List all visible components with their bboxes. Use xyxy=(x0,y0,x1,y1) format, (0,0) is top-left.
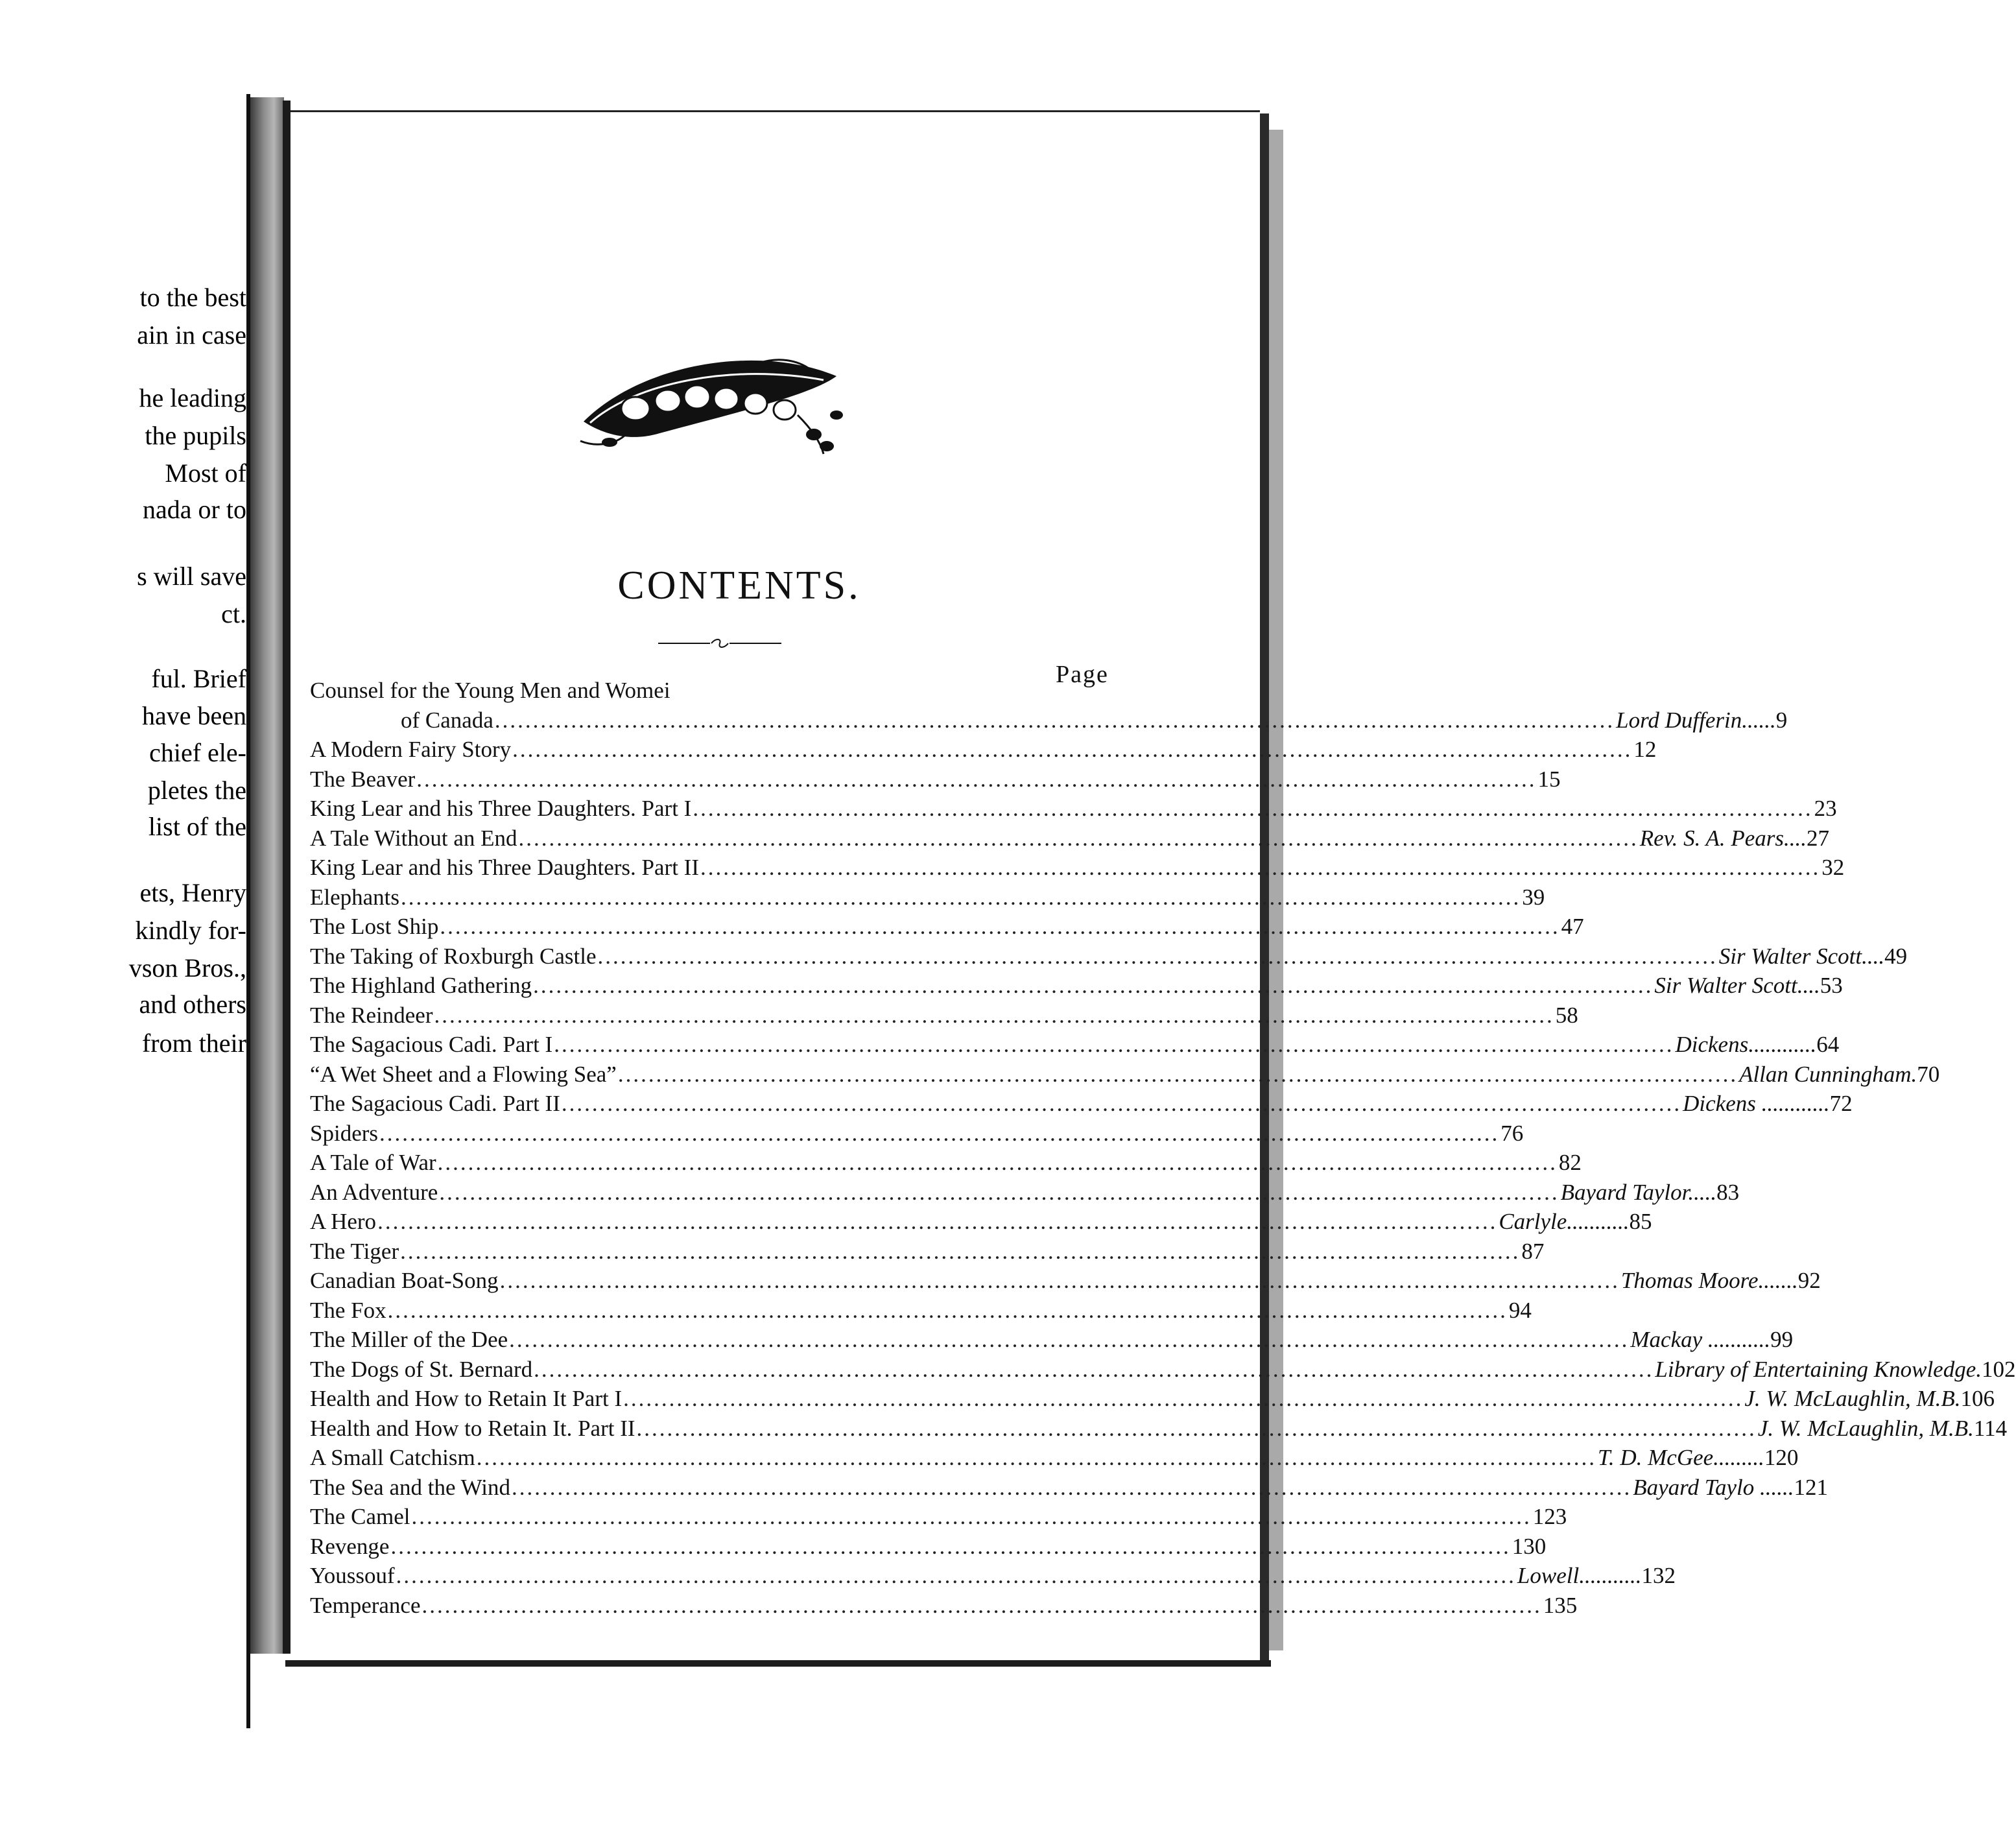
toc-entry-page: 9 xyxy=(1775,707,1788,733)
toc-entry-author: T. D. McGee......... xyxy=(1597,1445,1764,1470)
previous-page-line: chief ele- xyxy=(149,738,246,767)
toc-entry xyxy=(310,1443,1799,1473)
previous-page-line: and others xyxy=(139,990,246,1019)
toc-entry xyxy=(310,942,1908,971)
toc-entry-author: Rev. S. A. Pears.... xyxy=(1639,825,1807,851)
dot-leader: ................................................................................................................................................... xyxy=(379,1120,1500,1146)
toc-entry-author: J. W. McLaughlin, M.B. xyxy=(1757,1415,1974,1441)
page-bottom-edge xyxy=(285,1660,1271,1667)
toc-entry-title: Revenge xyxy=(310,1533,390,1559)
dot-leader: ................................................................................................................................................... xyxy=(597,943,1718,969)
gutter-shadow xyxy=(283,101,291,1654)
toc-entry-page: 64 xyxy=(1816,1032,1840,1057)
toc-entry xyxy=(310,706,1788,735)
dot-leader: ................................................................................................................................................... xyxy=(434,1002,1554,1028)
toc-entry-page: 87 xyxy=(1521,1238,1545,1264)
dot-leader: ................................................................................................................................................... xyxy=(411,1504,1532,1529)
previous-page-line: list of the xyxy=(148,812,246,841)
dot-leader: ................................................................................................................................................... xyxy=(636,1415,1757,1441)
toc-entry xyxy=(310,735,1657,765)
toc-entry-title: The Fox xyxy=(310,1297,386,1323)
previous-page-line: nada or to xyxy=(143,495,246,524)
toc-entry-author: Lord Dufferin...... xyxy=(1616,707,1776,733)
dot-leader: ................................................................................................................................................... xyxy=(511,1474,1632,1500)
toc-entry xyxy=(310,1355,2016,1385)
toc-entry-page: 121 xyxy=(1794,1474,1828,1500)
toc-entry-title: Health and How to Retain It. Part II xyxy=(310,1415,635,1441)
toc-entry-page: 76 xyxy=(1500,1120,1524,1146)
previous-page-line: kindly for- xyxy=(135,916,246,945)
toc-entry-page: 94 xyxy=(1508,1297,1532,1323)
toc-entry-title: of Canada xyxy=(401,707,493,733)
previous-page-line: vson Bros., xyxy=(128,953,246,982)
dot-leader: ................................................................................................................................................... xyxy=(617,1061,1738,1087)
toc-entry-author: Mackay ........... xyxy=(1630,1327,1771,1352)
toc-entry xyxy=(310,1384,1995,1414)
toc-entry-page: 99 xyxy=(1770,1327,1794,1352)
toc-entry-title: The Reindeer xyxy=(310,1002,433,1028)
toc-entry-author: Sir Walter Scott.... xyxy=(1718,943,1885,969)
toc-entry-page: 15 xyxy=(1537,766,1561,792)
toc-entry-page: 12 xyxy=(1633,737,1657,762)
toc-entry-title: Counsel for the Young Men and Womei xyxy=(310,678,670,703)
toc-entry xyxy=(310,765,1561,794)
toc-entry xyxy=(310,853,1845,883)
toc-entry-author: Dickens............ xyxy=(1675,1032,1817,1057)
dot-leader: ................................................................................................................................................... xyxy=(390,1533,1511,1559)
toc-entry-page: 102 xyxy=(1982,1356,2016,1382)
toc-entry xyxy=(310,1296,1532,1326)
dot-leader: ................................................................................................................................................... xyxy=(561,1091,1682,1116)
toc-entry-title: Elephants xyxy=(310,884,400,910)
toc-entry-page: 132 xyxy=(1641,1563,1676,1588)
toc-entry-author: Sir Walter Scott.... xyxy=(1654,973,1820,998)
previous-page-line: ets, Henry xyxy=(139,878,246,907)
toc-entry-page: 106 xyxy=(1960,1386,1995,1411)
toc-entry xyxy=(310,1207,1652,1237)
toc-entry-page: 53 xyxy=(1820,973,1843,998)
previous-page-line: have been xyxy=(141,701,246,730)
previous-page xyxy=(0,94,250,1728)
ornamental-rule-icon xyxy=(658,636,781,651)
toc-entry-title: A Tale of War xyxy=(310,1150,436,1175)
dot-leader: ................................................................................................................................................... xyxy=(396,1563,1516,1588)
toc-entry-title: Canadian Boat-Song xyxy=(310,1268,499,1293)
toc-entry-page: 72 xyxy=(1829,1091,1853,1116)
toc-entry-title: The Sagacious Cadi. Part I xyxy=(310,1032,553,1057)
toc-entry-page: 39 xyxy=(1522,884,1545,910)
dot-leader: ................................................................................................................................................... xyxy=(518,825,1639,851)
toc-entry xyxy=(310,1266,1821,1296)
toc-entry-title: Spiders xyxy=(310,1120,378,1146)
toc-entry-author: Lowell........... xyxy=(1517,1563,1642,1588)
toc-entry-title: The Tiger xyxy=(310,1238,399,1264)
toc-entry xyxy=(310,1001,1578,1030)
previous-page-line: ain in case xyxy=(137,320,246,350)
previous-page-line: s will save xyxy=(137,562,246,591)
toc-entry xyxy=(310,794,1837,824)
toc-entry-title: King Lear and his Three Daughters. Part I xyxy=(310,796,692,821)
previous-page-line: he leading xyxy=(139,383,246,412)
toc-entry xyxy=(310,1178,1740,1208)
page-column-header: Page xyxy=(1056,661,1109,688)
dot-leader: ................................................................................................................................................... xyxy=(554,1032,1674,1057)
dot-leader: ................................................................................................................................................... xyxy=(700,855,1821,880)
dot-leader: ................................................................................................................................................... xyxy=(377,1209,1498,1234)
floral-ornament-icon xyxy=(564,337,888,460)
toc-entry-title: The Beaver xyxy=(310,766,416,792)
dot-leader: ................................................................................................................................................... xyxy=(416,766,1537,792)
toc-entry-page: 83 xyxy=(1716,1179,1740,1205)
dot-leader: ................................................................................................................................................... xyxy=(440,914,1560,939)
dot-leader: ................................................................................................................................................... xyxy=(387,1297,1508,1323)
toc-entry-author: Bayard Taylo ...... xyxy=(1633,1474,1794,1500)
previous-page-line: pletes the xyxy=(147,776,246,805)
toc-entry-title: An Adventure xyxy=(310,1179,438,1205)
toc-entry-title: “A Wet Sheet and a Flowing Sea” xyxy=(310,1061,617,1087)
toc-entry xyxy=(310,1325,1794,1355)
toc-entry-page: 123 xyxy=(1532,1504,1567,1529)
toc-entry-title: Youssouf xyxy=(310,1563,395,1588)
toc-entry xyxy=(310,912,1584,942)
toc-entry-title: A Small Catchism xyxy=(310,1445,475,1470)
toc-entry-page: 135 xyxy=(1543,1592,1578,1618)
toc-entry xyxy=(310,1561,1676,1591)
toc-entry-page: 130 xyxy=(1512,1533,1547,1559)
dot-leader: ................................................................................................................................................... xyxy=(401,884,1521,910)
toc-entry-page: 82 xyxy=(1558,1150,1582,1175)
toc-entry-page: 92 xyxy=(1797,1268,1821,1293)
dot-leader: ................................................................................................................................................... xyxy=(533,973,1654,998)
previous-page-line: the pupils xyxy=(145,421,246,450)
previous-page-line: to the best xyxy=(139,283,246,312)
dot-leader: ................................................................................................................................................... xyxy=(400,1238,1521,1264)
toc-entry-author: Thomas Moore....... xyxy=(1620,1268,1798,1293)
toc-entry-page: 85 xyxy=(1629,1209,1652,1234)
toc-entry-author: Carlyle........... xyxy=(1499,1209,1630,1234)
dot-leader: ................................................................................................................................................... xyxy=(439,1179,1559,1205)
dot-leader: ................................................................................................................................................... xyxy=(512,737,1633,762)
toc-entry xyxy=(310,1532,1547,1562)
book-gutter xyxy=(250,97,284,1654)
toc-entry-title: The Dogs of St. Bernard xyxy=(310,1356,533,1382)
toc-entry-author: Allan Cunningham. xyxy=(1739,1061,1917,1087)
toc-entry-title: King Lear and his Three Daughters. Part II xyxy=(310,855,699,880)
previous-page-line: ful. Brief xyxy=(151,664,246,693)
toc-entry-title: A Hero xyxy=(310,1209,377,1234)
toc-entry xyxy=(310,1502,1567,1532)
toc-entry xyxy=(310,1089,1853,1119)
dot-leader: ................................................................................................................................................... xyxy=(437,1150,1558,1175)
toc-entry-title: The Sea and the Wind xyxy=(310,1474,510,1500)
toc-entry xyxy=(310,883,1545,912)
toc-entry xyxy=(310,1591,1578,1621)
toc-entry-title: The Sagacious Cadi. Part II xyxy=(310,1091,560,1116)
contents-heading: CONTENTS. xyxy=(617,564,861,608)
toc-entry-title: The Lost Ship xyxy=(310,914,439,939)
toc-entry xyxy=(310,1414,2008,1444)
previous-page-line: Most of xyxy=(165,458,246,488)
dot-leader: ................................................................................................................................................... xyxy=(623,1386,1744,1411)
dot-leader: ................................................................................................................................................... xyxy=(499,1268,1620,1293)
toc-entry xyxy=(310,971,1843,1001)
toc-entry-title: A Tale Without an End xyxy=(310,825,517,851)
toc-entry xyxy=(310,1119,1524,1149)
toc-entry-title: A Modern Fairy Story xyxy=(310,737,512,762)
toc-entry-page: 49 xyxy=(1884,943,1908,969)
dot-leader: ................................................................................................................................................... xyxy=(509,1327,1630,1352)
toc-entry xyxy=(310,1148,1582,1178)
previous-page-line: from their xyxy=(141,1029,246,1058)
toc-entry-page: 32 xyxy=(1821,855,1845,880)
dot-leader: ................................................................................................................................................... xyxy=(494,707,1615,733)
toc-entry-author: J. W. McLaughlin, M.B. xyxy=(1744,1386,1961,1411)
toc-entry-title: The Taking of Roxburgh Castle xyxy=(310,943,597,969)
toc-entry xyxy=(310,1237,1545,1267)
table-of-contents xyxy=(310,676,2016,1620)
toc-entry xyxy=(310,1473,1828,1503)
dot-leader: ................................................................................................................................................... xyxy=(476,1445,1596,1470)
toc-entry xyxy=(310,676,1127,706)
toc-entry xyxy=(310,1060,1940,1089)
toc-entry xyxy=(310,1030,1840,1060)
toc-entry-title: The Camel xyxy=(310,1504,410,1529)
toc-entry-title: Temperance xyxy=(310,1592,421,1618)
toc-entry-page: 58 xyxy=(1555,1002,1578,1028)
toc-entry-page: 47 xyxy=(1561,914,1584,939)
previous-page-line: ct. xyxy=(221,599,246,628)
toc-entry-page: 23 xyxy=(1814,796,1837,821)
toc-entry-page: 27 xyxy=(1807,825,1830,851)
toc-entry xyxy=(310,824,1830,853)
toc-entry-title: Health and How to Retain It Part I xyxy=(310,1386,623,1411)
toc-entry-title: The Miller of the Dee xyxy=(310,1327,508,1352)
dot-leader: ................................................................................................................................................... xyxy=(693,796,1813,821)
toc-entry-page: 70 xyxy=(1917,1061,1940,1087)
dot-leader: ................................................................................................................................................... xyxy=(534,1356,1654,1382)
toc-entry-title: The Highland Gathering xyxy=(310,973,532,998)
toc-entry-author: Dickens ............ xyxy=(1683,1091,1830,1116)
dot-leader: ................................................................................................................................................... xyxy=(421,1592,1542,1618)
toc-entry-author: Library of Entertaining Knowledge. xyxy=(1655,1356,1982,1382)
toc-entry-page: 114 xyxy=(1973,1415,2008,1441)
toc-entry-author: Bayard Taylor..... xyxy=(1560,1179,1717,1205)
toc-entry-page: 120 xyxy=(1764,1445,1799,1470)
